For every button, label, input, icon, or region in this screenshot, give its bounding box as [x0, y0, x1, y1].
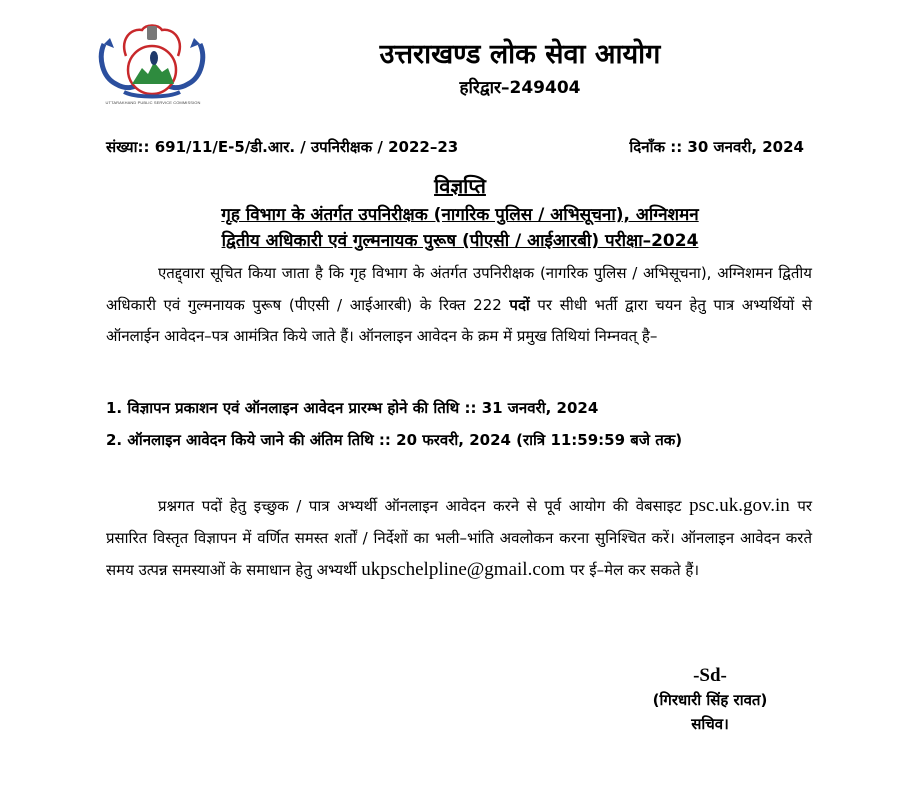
website-link[interactable]: psc.uk.gov.in: [689, 495, 790, 516]
intro-paragraph: [106, 258, 812, 353]
key-date-item: 1. विज्ञापन प्रकाशन एवं ऑनलाइन आवेदन प्रारम्भ होने की तिथि :: 31 जनवरी, 2024: [106, 399, 599, 417]
notice-heading: विज्ञप्ति: [434, 174, 486, 198]
posts-word: पदों: [509, 295, 530, 314]
logo-caption: UTTARAKHAND PUBLIC SERVICE COMMISSION: [105, 100, 201, 105]
organization-address: हरिद्वार–249404: [459, 78, 581, 98]
helpline-email-link[interactable]: ukpschelpline@gmail.com: [361, 559, 566, 580]
notice-date: दिनाँक :: 30 जनवरी, 2024: [629, 138, 804, 156]
instructions-text-1: प्रश्नगत पदों हेतु इच्छुक / पात्र अभ्यर्थी ऑनलाइन आवेदन करने से पूर्व आयोग की वेबसाइट: [158, 497, 690, 515]
reference-number: संख्या:: 691/11/E-5/डी.आर. / उपनिरीक्षक / 2022–23: [106, 138, 459, 156]
signatory-name: (गिरधारी सिंह रावत): [652, 691, 768, 709]
key-dates-list: [106, 392, 812, 456]
intro-text-2: पर सीधी भर्ती द्वारा चयन हेतु पात्र अभ्यर्थियों से ऑनलाईन आवेदन–पत्र आमंत्रित किये जाते हैं। ऑनलाइन आवेदन के क्रम में प्रमुख तिथियां निम्नवत् है–: [106, 295, 813, 345]
organization-title: उत्तराखण्ड लोक सेवा आयोग: [379, 39, 661, 70]
notice-subject-line-1: गृह विभाग के अंतर्गत उपनिरीक्षक (नागरिक पुलिस / अभिसूचना), अग्निशमन: [221, 205, 699, 225]
instructions-text-3: पर ई–मेल कर सकते हैं।: [565, 561, 700, 579]
instructions-paragraph: [106, 490, 812, 587]
intro-text-1: एतद्द्वारा सूचित किया जाता है कि गृह विभाग के अंतर्गत उपनिरीक्षक (नागरिक पुलिस / अभिसूचना), अग्निशमन द्वितीय अधिकारी एवं गुल्मनायक पुरूष (पीएसी / आईआरबी) के रिक्त 222: [106, 264, 812, 314]
signature-block: [600, 664, 820, 736]
signatory-designation: सचिव।: [691, 715, 729, 733]
instructions-text-2: पर प्रसारित विस्तृत विज्ञापन में वर्णित समस्त शर्तों / निर्देशों का भली–भांति अवलोकन करना सुनिश्चित करें। ऑनलाइन आवेदन करते समय उत्पन्न समस्याओं के समाधान हेतु अभ्यर्थी: [106, 497, 812, 579]
signed-mark: -Sd-: [693, 665, 727, 686]
commission-logo: [96, 22, 208, 112]
notice-subject-line-2: द्वितीय अधिकारी एवं गुल्मनायक पुरूष (पीएसी / आईआरबी) परीक्षा–2024: [221, 231, 699, 251]
emblem-icon: [96, 22, 208, 102]
key-date-item: 2. ऑनलाइन आवेदन किये जाने की अंतिम तिथि :: 20 फरवरी, 2024 (रात्रि 11:59:59 बजे तक): [106, 431, 683, 449]
